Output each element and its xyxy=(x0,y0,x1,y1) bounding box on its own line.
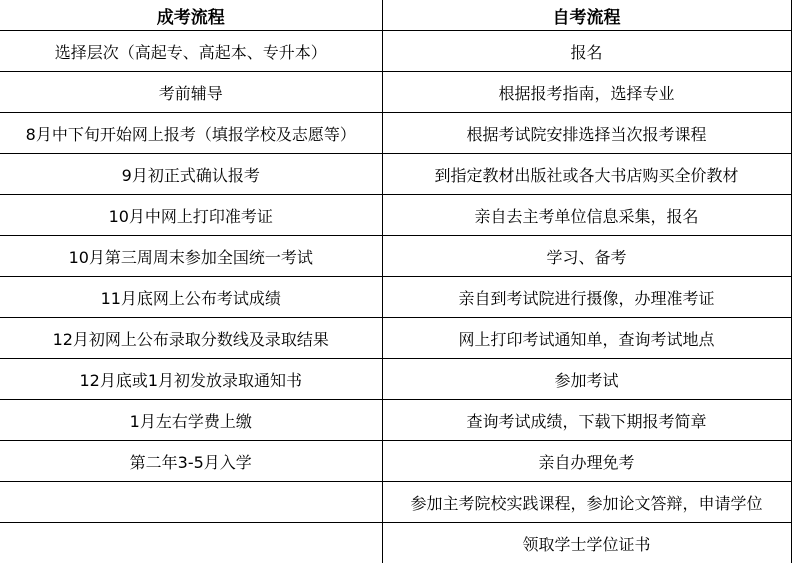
cell-self-study-step[interactable]: 根据考试院安排选择当次报考课程 xyxy=(382,113,791,154)
table-row xyxy=(0,154,791,195)
cell-adult-exam-step[interactable]: 12月底或1月初发放录取通知书 xyxy=(0,359,382,400)
table-row xyxy=(0,113,791,154)
table-row xyxy=(0,236,791,277)
table-row xyxy=(0,195,791,236)
cell-self-study-step[interactable]: 查询考试成绩，下载下期报考简章 xyxy=(382,400,791,441)
table-row xyxy=(0,318,791,359)
cell-self-study-step[interactable]: 到指定教材出版社或各大书店购买全价教材 xyxy=(382,154,791,195)
table-row xyxy=(0,277,791,318)
table-row xyxy=(0,441,791,482)
table-row xyxy=(0,400,791,441)
table-row xyxy=(0,72,791,113)
cell-self-study-step[interactable]: 亲自到考试院进行摄像，办理准考证 xyxy=(382,277,791,318)
cell-adult-exam-step-empty[interactable] xyxy=(0,482,382,523)
cell-adult-exam-step[interactable]: 10月中网上打印准考证 xyxy=(0,195,382,236)
table-row xyxy=(0,31,791,72)
cell-adult-exam-step[interactable]: 选择层次（高起专、高起本、专升本） xyxy=(0,31,382,72)
header-self-study-exam-process[interactable]: 自考流程 xyxy=(382,0,791,31)
header-row xyxy=(0,0,791,31)
cell-self-study-step[interactable]: 学习、备考 xyxy=(382,236,791,277)
cell-adult-exam-step[interactable]: 考前辅导 xyxy=(0,72,382,113)
cell-self-study-step[interactable]: 网上打印考试通知单，查询考试地点 xyxy=(382,318,791,359)
cell-self-study-step[interactable]: 报名 xyxy=(382,31,791,72)
cell-adult-exam-step[interactable]: 8月中下旬开始网上报考（填报学校及志愿等） xyxy=(0,113,382,154)
cell-adult-exam-step[interactable]: 10月第三周周末参加全国统一考试 xyxy=(0,236,382,277)
table-row xyxy=(0,523,791,563)
cell-self-study-step[interactable]: 参加考试 xyxy=(382,359,791,400)
table-row xyxy=(0,482,791,523)
cell-adult-exam-step[interactable]: 9月初正式确认报考 xyxy=(0,154,382,195)
cell-self-study-step[interactable]: 参加主考院校实践课程，参加论文答辩，申请学位 xyxy=(382,482,791,523)
cell-self-study-step[interactable]: 亲自去主考单位信息采集，报名 xyxy=(382,195,791,236)
cell-adult-exam-step[interactable]: 11月底网上公布考试成绩 xyxy=(0,277,382,318)
cell-adult-exam-step[interactable]: 第二年3-5月入学 xyxy=(0,441,382,482)
cell-adult-exam-step-empty[interactable] xyxy=(0,523,382,563)
cell-self-study-step[interactable]: 根据报考指南，选择专业 xyxy=(382,72,791,113)
cell-self-study-step[interactable]: 亲自办理免考 xyxy=(382,441,791,482)
header-adult-exam-process[interactable]: 成考流程 xyxy=(0,0,382,31)
cell-self-study-step[interactable]: 领取学士学位证书 xyxy=(382,523,791,563)
table-row xyxy=(0,359,791,400)
cell-adult-exam-step[interactable]: 12月初网上公布录取分数线及录取结果 xyxy=(0,318,382,359)
cell-adult-exam-step[interactable]: 1月左右学费上缴 xyxy=(0,400,382,441)
